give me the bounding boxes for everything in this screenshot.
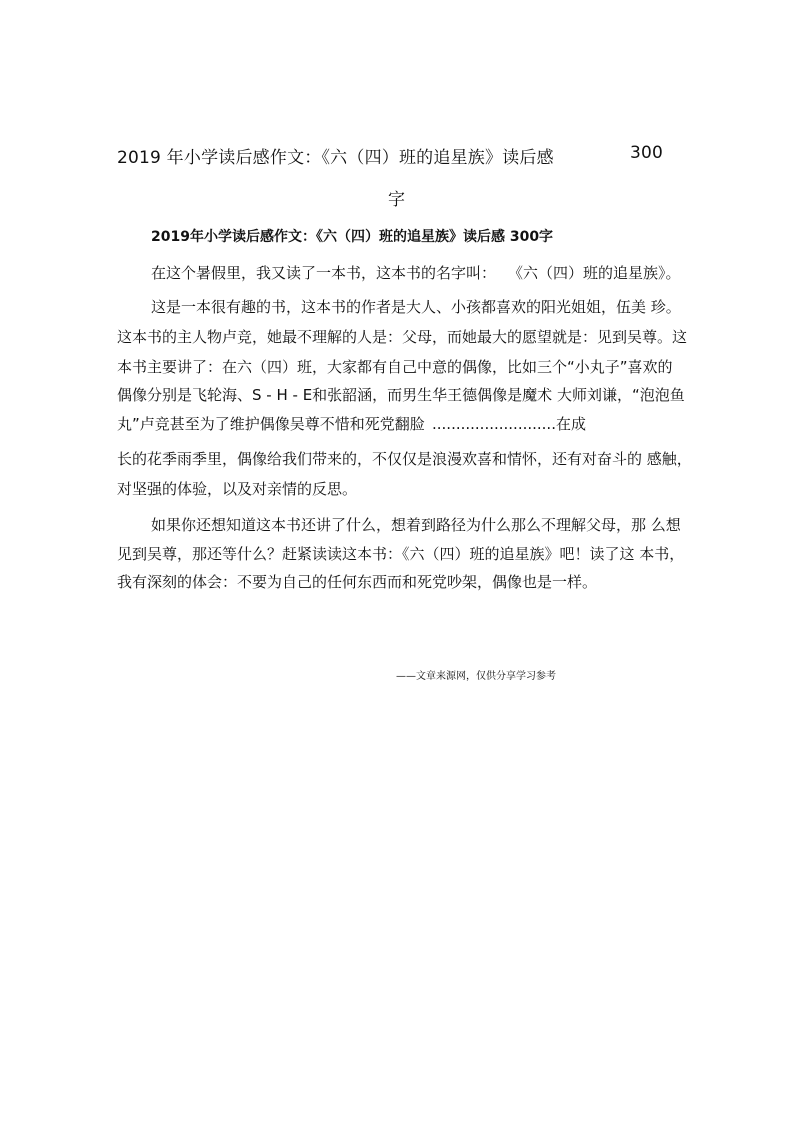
paragraph-2-line-5a: 丸”卢竞甚至为了维护偶像吴尊不惜和死党翻脸 — [117, 415, 425, 433]
paragraph-3-line-2: 见到吴尊，那还等什么？赶紧读读这本书：《六（四）班的追星族》吧！读了这 本书， — [117, 545, 685, 563]
paragraph-1-line-1a: 在这个暑假里，我又读了一本书，这本书的名字叫： — [151, 264, 497, 282]
paragraph-1-line-1b: 《六（四）班的追星族》。 — [508, 264, 681, 282]
title-line-1: 2019 年小学读后感作文：《六（四）班的追星族》读后感 — [117, 148, 554, 168]
paragraph-2-line-5b: ..........................在成 — [432, 415, 586, 433]
paragraph-2-line-7: 对坚强的体验，以及对亲情的反思。 — [117, 480, 358, 498]
paragraph-2-line-2: 这本书的主人物卢竞，她最不理解的人是：父母，而她最大的愿望就是：见到吴尊。这 — [117, 328, 688, 346]
subtitle: 2019年小学读后感作文：《六（四）班的追星族》读后感 300字 — [151, 229, 554, 245]
source-note: ——文章来源网，仅供分享学习参考 — [396, 671, 556, 682]
paragraph-2-line-6: 长的花季雨季里，偶像给我们带来的，不仅仅是浪漫欢喜和情怀，还有对奋斗的 感触， — [117, 450, 692, 468]
paragraph-3-line-1: 如果你还想知道这本书还讲了什么，想着到路径为什么那么不理解父母，那 么想 — [151, 516, 681, 534]
paragraph-2-line-4: 偶像分别是飞轮海、S - H - E和张韶涵，而男生华王德偶像是魔术 大师刘谦，“泡泡鱼 — [117, 386, 685, 404]
title-line-2: 字 — [388, 190, 406, 210]
paragraph-2-line-1: 这是一本很有趣的书，这本书的作者是大人、小孩都喜欢的阳光姐姐，伍美 珍。 — [151, 298, 681, 316]
paragraph-3-line-3: 我有深刻的体会：不要为自己的任何东西而和死党吵架，偶像也是一样。 — [117, 573, 598, 591]
title-number: 300 — [630, 143, 664, 163]
paragraph-2-line-3: 本书主要讲了：在六（四）班，大家都有自己中意的偶像，比如三个“小丸子”喜欢的 — [117, 358, 673, 376]
